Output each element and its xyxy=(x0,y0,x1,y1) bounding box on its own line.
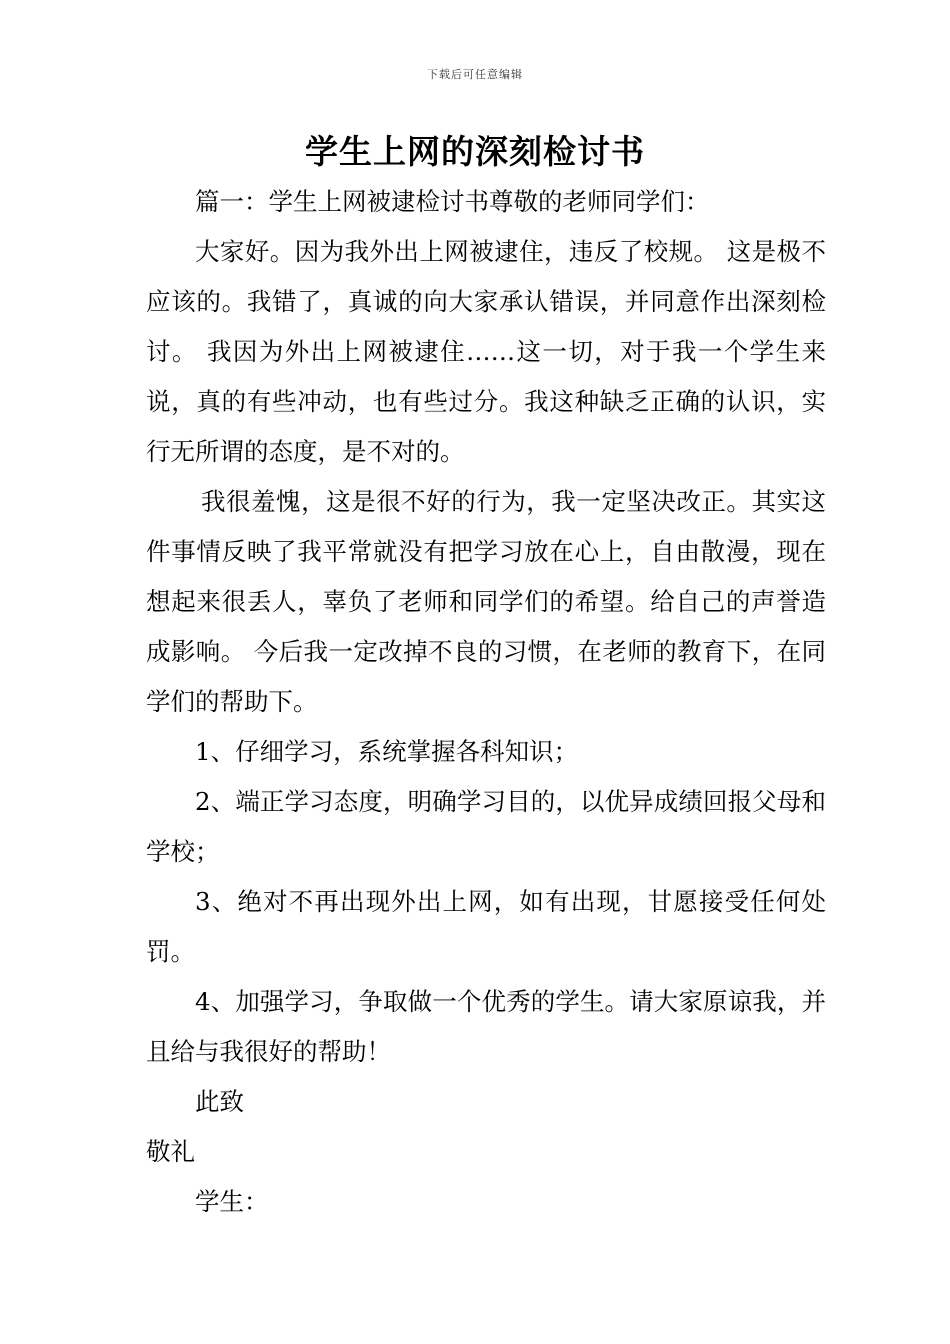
document-body xyxy=(146,177,826,1227)
closing-salutation: 此致 xyxy=(195,1087,244,1116)
closing-regards: 敬礼 xyxy=(146,1137,195,1166)
list-item-1: 1、仔细学习，系统掌握各科知识； xyxy=(195,737,579,766)
signature-label: 学生： xyxy=(195,1187,269,1216)
paragraph-intro: 篇一：学生上网被逮检讨书尊敬的老师同学们： xyxy=(195,187,710,216)
list-item-2: 2、端正学习态度，明确学习目的，以优异成绩回报父母和学校； xyxy=(146,787,826,866)
document-title: 学生上网的深刻检讨书 xyxy=(305,132,645,171)
header-note: 下载后可任意编辑 xyxy=(427,68,523,81)
paragraph-reflection: 我很羞愧，这是很不好的行为，我一定坚决改正。其实这件事情反映了我平常就没有把学习放在心上，自由散漫，现在 想起来很丢人，辜负了老师和同学们的希望。给自己的声誉造成影响。 今后我一定改掉不良的习惯，在老师的教育下，在同学们的帮助下。 xyxy=(146,487,826,716)
paragraph-apology: 大家好。因为我外出上网被逮住，违反了校规。 这是极不应该的。我错了，真诚的向大家承认错误，并同意作出深刻检讨。 我因为外出上网被逮住……这一切，对于我一个学生来说，真的有些冲动，也有些过分。我这种缺乏正确的认识，实行无所谓的态度，是不对的。 xyxy=(146,237,826,466)
list-item-4: 4、加强学习，争取做一个优秀的学生。请大家原谅我，并且给与我很好的帮助！ xyxy=(146,987,826,1066)
list-item-3: 3、绝对不再出现外出上网，如有出现，甘愿接受任何处罚。 xyxy=(146,887,826,966)
